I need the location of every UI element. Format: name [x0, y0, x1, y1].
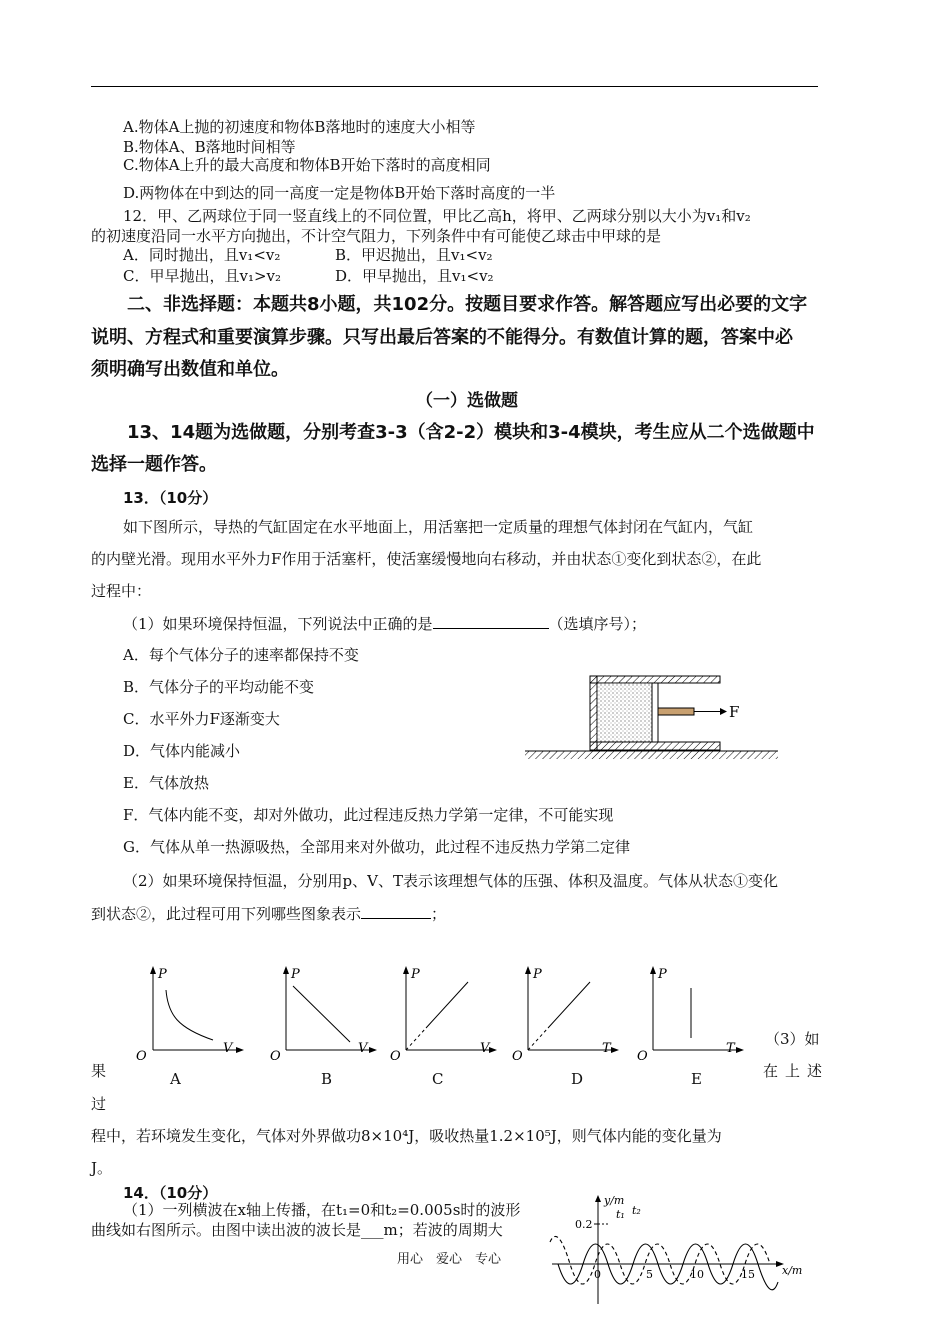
- q12-option-a: A．同时抛出，且v₁<v₂: [123, 246, 281, 264]
- wave-x-tick-15: 15: [741, 1268, 755, 1281]
- q13-sub3-right-1: （3）如: [765, 1030, 820, 1048]
- q13-sub2-answer-blank: [361, 904, 431, 919]
- q13-paragraph-3: 过程中：: [91, 582, 152, 600]
- wave-x-tick-5: 5: [646, 1268, 653, 1281]
- svg-text:P: P: [291, 967, 300, 982]
- graph-c-label: C: [432, 1070, 444, 1088]
- q13-option-b: B．气体分子的平均动能不变: [123, 678, 315, 696]
- svg-text:V: V: [358, 1041, 368, 1056]
- option-b-top: B.物体A、B落地时间相等: [123, 138, 296, 156]
- q13-sub3-line3: 程中，若环境发生变化，气体对外界做功8×10⁴J，吸收热量1.2×10⁵J，则气体内能的变化量为: [91, 1127, 722, 1145]
- pvt-graphs: [128, 960, 768, 1070]
- svg-text:P: P: [533, 967, 542, 982]
- section2-line1: 二、非选择题：本题共8小题，共102分。按题目要求作答。解答题应写出必要的文字: [127, 294, 808, 315]
- q13-sub3-left-1: 果: [91, 1062, 107, 1080]
- q14-heading: 14．（10分）: [123, 1184, 218, 1202]
- wave-x-tick-0: 0: [594, 1268, 601, 1281]
- option-d-top: D.两物体在中到达的同一高度一定是物体B开始下落时高度的一半: [123, 184, 556, 202]
- q13-option-g: G．气体从单一热源吸热，全部用来对外做功，此过程不违反热力学第二定律: [123, 838, 630, 856]
- q14-line1: （1）一列横波在x轴上传播，在t₁=0和t₂=0.005s时的波形: [123, 1201, 521, 1219]
- subsection-title: （一）选做题: [416, 391, 518, 411]
- intro-line1: 13、14题为选做题，分别考查3-3（含2-2）模块和3-4模块，考生应从二个选做题中: [127, 422, 815, 443]
- graph-a: [136, 966, 244, 1064]
- q13-sub2-line1: （2）如果环境保持恒温，分别用p、V、T表示该理想气体的压强、体积及温度。气体从状态①变化: [123, 872, 778, 890]
- option-c-top: C.物体A上升的最大高度和物体B开始下落时的高度相同: [123, 156, 491, 174]
- wave-t1-label: t₁: [616, 1208, 625, 1221]
- q13-option-d: D．气体内能减小: [123, 742, 241, 760]
- wave-x-tick-10: 10: [690, 1268, 704, 1281]
- q13-sub3-right-2: 在上述: [763, 1062, 830, 1080]
- wave-y-label: y/m: [604, 1194, 625, 1207]
- graph-e-label: E: [691, 1070, 702, 1088]
- svg-text:P: P: [658, 967, 667, 982]
- force-label: F: [729, 703, 740, 721]
- q13-sub1-answer-blank: [433, 614, 549, 629]
- q12-option-c: C．甲早抛出，且v₁>v₂: [123, 267, 282, 285]
- wave-y-tick: 0.2: [575, 1218, 593, 1231]
- svg-text:T: T: [602, 1041, 611, 1056]
- cylinder-piston-diagram: [520, 668, 780, 768]
- svg-text:O: O: [637, 1049, 648, 1064]
- section2-line2: 说明、方程式和重要演算步骤。只写出最后答案的不能得分。有数值计算的题，答案中必: [91, 327, 793, 348]
- q13-option-f: F．气体内能不变，却对外做功，此过程违反热力学第一定律，不可能实现: [123, 806, 614, 824]
- svg-text:O: O: [270, 1049, 281, 1064]
- svg-text:P: P: [158, 967, 167, 982]
- wave-graph: [548, 1192, 808, 1312]
- q13-sub3-left-2: 过: [91, 1095, 107, 1113]
- q14-line2: 曲线如右图所示。由图中读出波的波长是___m；若波的周期大: [91, 1221, 503, 1239]
- svg-text:O: O: [512, 1049, 523, 1064]
- graph-a-label: A: [170, 1070, 181, 1088]
- q13-sub1-prompt: （1）如果环境保持恒温，下列说法中正确的是: [123, 615, 433, 633]
- q13-paragraph-2: 的内壁光滑。现用水平外力F作用于活塞杆，使活塞缓慢地向右移动，并由状态①变化到状态②，在此: [91, 550, 762, 568]
- intro-line2: 选择一题作答。: [91, 454, 217, 475]
- graph-b: [270, 966, 377, 1064]
- graph-d-label: D: [571, 1070, 584, 1088]
- graph-e: [637, 966, 744, 1064]
- q12-line2: 的初速度沿同一水平方向抛出，不计空气阻力，下列条件中有可能使乙球击中甲球的是: [91, 227, 662, 245]
- section2-line3: 须明确写出数值和单位。: [91, 359, 289, 380]
- option-a-top: A.物体A上抛的初速度和物体B落地时的速度大小相等: [123, 118, 476, 136]
- q12-option-d: D．甲早抛出，且v₁<v₂: [335, 267, 494, 285]
- wave-t2-label: t₂: [632, 1204, 641, 1217]
- graph-c: [390, 966, 497, 1064]
- q13-sub2-prompt: 到状态②，此过程可用下列哪些图象表示: [91, 905, 362, 923]
- q12-line1: 12．甲、乙两球位于同一竖直线上的不同位置，甲比乙高h，将甲、乙两球分别以大小为v₁和v₂: [123, 207, 751, 225]
- svg-text:P: P: [411, 967, 420, 982]
- q13-sub2-suffix: ；: [431, 905, 447, 923]
- svg-text:V: V: [480, 1041, 490, 1056]
- svg-text:O: O: [390, 1049, 401, 1064]
- q13-sub1-suffix: （选填序号）；: [548, 615, 647, 633]
- q13-option-a: A．每个气体分子的速率都保持不变: [123, 646, 359, 664]
- svg-text:O: O: [136, 1049, 147, 1064]
- svg-text:T: T: [726, 1041, 735, 1056]
- wave-x-label: x/m: [782, 1264, 803, 1277]
- graph-b-label: B: [321, 1070, 333, 1088]
- q13-heading: 13．（10分）: [123, 489, 218, 507]
- q13-option-e: E．气体放热: [123, 774, 209, 792]
- q13-option-c: C．水平外力F逐渐变大: [123, 710, 280, 728]
- footer: 用心 爱心 专心: [397, 1252, 502, 1267]
- q13-sub1: [123, 614, 646, 633]
- graph-d: [512, 966, 619, 1064]
- q13-paragraph-1: 如下图所示，导热的气缸固定在水平地面上，用活塞把一定质量的理想气体封闭在气缸内，气缸: [123, 518, 754, 536]
- q12-option-b: B．甲迟抛出，且v₁<v₂: [335, 246, 493, 264]
- header-rule: [91, 86, 818, 87]
- q13-sub2-line2: [91, 904, 446, 923]
- svg-text:V: V: [223, 1041, 233, 1056]
- q13-sub3-line4: J。: [91, 1159, 113, 1177]
